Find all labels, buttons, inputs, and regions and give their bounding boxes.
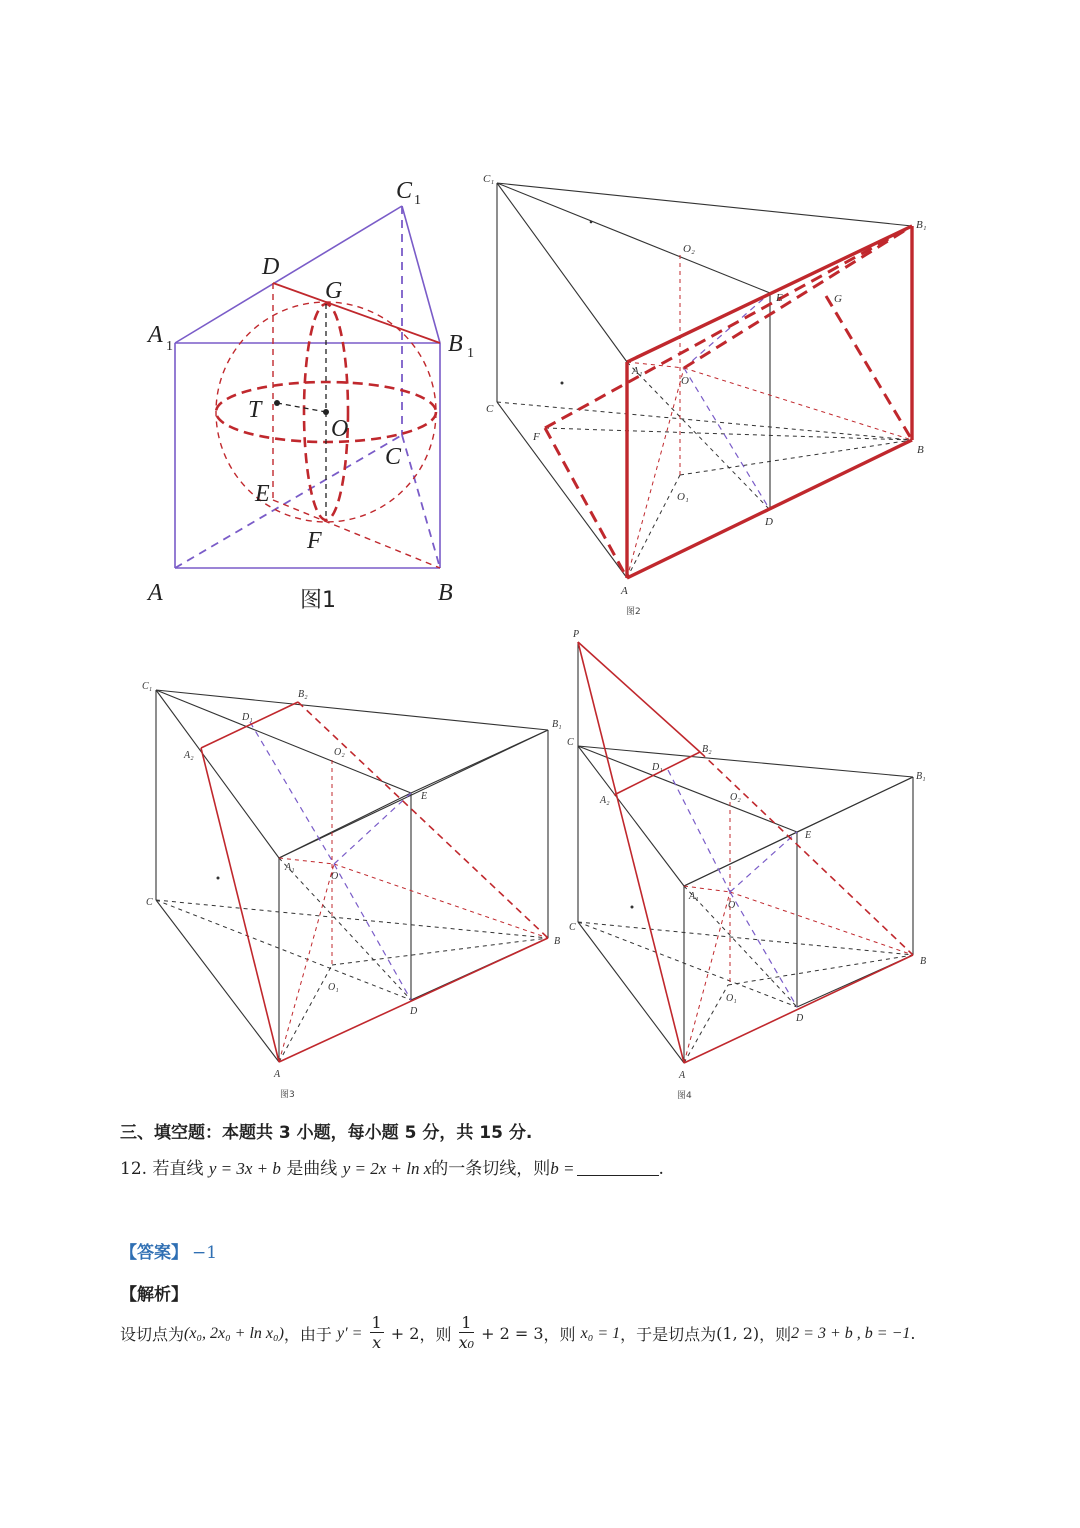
label-C: C: [385, 444, 402, 470]
figure-3: [142, 681, 562, 1100]
question-text-mid: 是曲线: [286, 1159, 338, 1179]
label-C1: C₁: [483, 173, 495, 185]
label-A1: A₁: [689, 891, 699, 902]
label-A1: A₁: [632, 365, 643, 377]
label-O1: O₁: [726, 993, 737, 1004]
figure-2-caption: 图2: [626, 607, 641, 617]
sol-text-2: ，由于: [283, 1325, 332, 1344]
fraction-numerator: 1: [371, 1313, 382, 1332]
label-E: E: [776, 292, 783, 304]
answer: [120, 1238, 217, 1263]
label-G: G: [325, 278, 343, 304]
label-G: G: [834, 293, 842, 305]
derivative-rhs: + 2: [390, 1324, 420, 1343]
line-equation: y = 3x + b: [208, 1159, 281, 1178]
label-A1: A: [148, 322, 163, 348]
question-end: .: [658, 1159, 664, 1179]
sol-text-6: ，则: [759, 1325, 792, 1344]
figure-2: [483, 173, 927, 617]
equation-rhs: + 2 = 3: [481, 1324, 544, 1343]
analysis-label: 【解析】: [120, 1285, 188, 1305]
figure-1: [146, 178, 474, 613]
figure-4: [567, 629, 926, 1101]
label-A1: A₁: [285, 862, 295, 873]
figure-3-caption: 图3: [280, 1090, 295, 1100]
derivative-lhs: y′ =: [337, 1325, 363, 1342]
sol-text-3: ，则: [419, 1325, 452, 1344]
label-O: O: [728, 900, 736, 911]
label-C: C: [146, 897, 153, 908]
label-sub: 1: [414, 193, 421, 208]
label-B: B: [554, 936, 561, 947]
label-A2: A₂: [600, 795, 610, 806]
derivative-fraction: [370, 1314, 384, 1353]
equation-fraction: [459, 1314, 474, 1353]
question-number: 12.: [120, 1159, 148, 1179]
analysis-solution: [120, 1314, 915, 1353]
question-text-after: 的一条切线，则: [431, 1159, 551, 1179]
sol-text-5: ，于是切点为: [620, 1325, 717, 1344]
answer-blank: [577, 1161, 659, 1176]
label-D: D: [796, 1013, 804, 1024]
label-B: B: [920, 956, 927, 967]
label-E: E: [805, 830, 812, 841]
label-C: C: [567, 737, 574, 748]
label-C-lower: C: [569, 922, 576, 933]
answer-label: 【答案】: [120, 1243, 188, 1263]
tangent-point: (x₀, 2x₀ + ln x₀): [184, 1325, 284, 1342]
tangent-point-value: (1, 2): [716, 1324, 760, 1343]
question-12: [120, 1154, 664, 1179]
sol-end: .: [910, 1324, 916, 1343]
label-F: F: [533, 431, 540, 443]
sol-text-1: 设切点为: [120, 1325, 185, 1344]
label-P: P: [573, 629, 580, 640]
label-B2: B₂: [702, 744, 712, 755]
label-C: C: [486, 403, 494, 415]
label-A2: A₂: [184, 750, 194, 761]
label-E: E: [421, 791, 428, 802]
label-D: D: [410, 1006, 418, 1017]
label-D1: D₁: [652, 762, 663, 773]
label-O: O: [331, 871, 339, 882]
label-D1: D₁: [242, 712, 253, 723]
sol-text-4: ，则: [543, 1325, 576, 1344]
x0-value: x₀ = 1: [580, 1325, 621, 1342]
label-B1: B₁: [916, 771, 926, 782]
label-A: A: [679, 1070, 686, 1081]
curve-equation: y = 2x + ln x: [342, 1159, 432, 1178]
label-O2: O₂: [730, 792, 741, 803]
label-A: A: [621, 585, 628, 597]
question-text-before: 若直线: [152, 1159, 204, 1179]
label-D: D: [262, 254, 280, 280]
label-E: E: [255, 481, 270, 507]
label-B: B: [438, 580, 453, 606]
label-O1: O₁: [677, 491, 689, 503]
fraction-denominator: x₀: [458, 1333, 475, 1352]
label-F: F: [307, 528, 322, 554]
label-O1: O₁: [328, 982, 339, 993]
label-C1: C: [396, 178, 413, 204]
label-A: A: [274, 1069, 281, 1080]
label-O2: O₂: [334, 747, 345, 758]
b-equals: b =: [550, 1159, 575, 1178]
label-B: B: [917, 444, 924, 456]
label-B2: B₂: [298, 689, 308, 700]
label-T: T: [248, 397, 262, 423]
fraction-numerator: 1: [459, 1314, 474, 1333]
figure-4-caption: 图4: [677, 1091, 692, 1101]
label-D: D: [765, 516, 773, 528]
label-sub: 1: [467, 346, 474, 361]
label-A: A: [148, 580, 163, 606]
final-equation: 2 = 3 + b , b = −1: [791, 1325, 911, 1342]
fraction-denominator: x: [372, 1333, 382, 1352]
label-O: O: [681, 375, 689, 387]
label-B1: B₁: [552, 719, 562, 730]
label-sub: 1: [166, 339, 173, 354]
section-title: 三、填空题：本题共 3 小题，每小题 5 分，共 15 分.: [120, 1123, 533, 1143]
figure-1-caption: 图1: [300, 588, 336, 613]
label-O2: O₂: [683, 243, 695, 255]
label-O: O: [331, 416, 349, 442]
answer-value: −1: [192, 1243, 218, 1263]
label-B1: B₁: [916, 219, 927, 231]
label-B1: B: [448, 331, 463, 357]
label-C1: C₁: [142, 681, 153, 692]
